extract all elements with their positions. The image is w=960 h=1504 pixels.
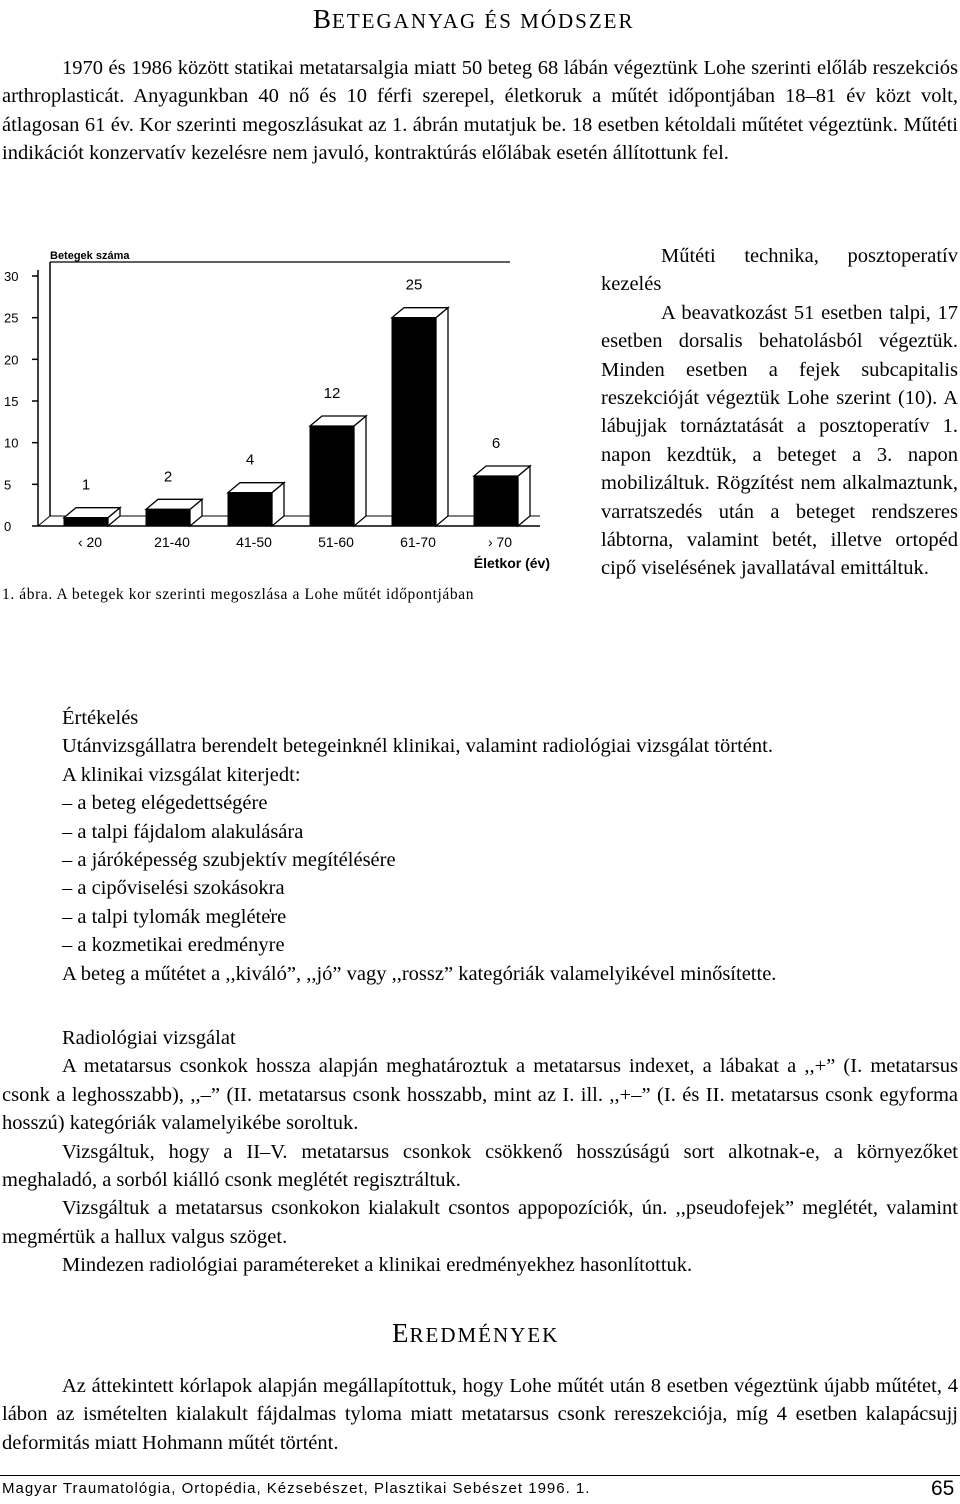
- bar: [310, 426, 354, 526]
- y-tick-label: 0: [4, 519, 12, 534]
- data-label: 12: [323, 385, 341, 402]
- journal-footer: Magyar Traumatológia, Ortopédia, Kézsebészet, Plasztikai Sebészet 1996. 1.: [2, 1480, 591, 1497]
- bar: [228, 493, 272, 526]
- evaluation-section: [2, 704, 958, 988]
- y-axis-label: Betegek száma: [50, 250, 130, 262]
- x-tick-label: 61-70: [400, 534, 436, 550]
- section-title-results: [392, 1318, 559, 1349]
- section-title-methods: [313, 4, 635, 35]
- bar-side: [354, 416, 366, 526]
- y-tick-label: 5: [4, 477, 12, 493]
- results-paragraph: Az áttekintett kórlapok alapján megállapítottuk, hogy Lohe műtét után 8 esetben végeztünk újabb műtétet, 4 lábon az ismételten kialakult fájdalmas tyloma miatt metatarsus csonk rereszekciója, míg 4 esetben kalapácsujj deformitás miatt Hohmann műtét történt.: [2, 1375, 958, 1454]
- list-item: – a beteg elégedettségére: [62, 792, 268, 815]
- evaluation-list-intro: A klinikai vizsgálat kiterjedt:: [62, 763, 301, 786]
- x-axis-label: Életkor (év): [473, 555, 550, 571]
- x-tick-label: 21-40: [154, 534, 190, 550]
- list-item: – a talpi tylomák megléte̍re: [62, 905, 287, 928]
- figure-caption: 1. ábra. A betegek kor szerinti megoszlása a Lohe műtét időpontjában: [2, 586, 475, 603]
- page-number: 65: [931, 1477, 955, 1500]
- footer-rule: [0, 1475, 960, 1476]
- data-label: 6: [491, 435, 501, 452]
- floor-corner-line: [38, 516, 50, 526]
- y-tick-label: 25: [4, 310, 19, 326]
- section-title-initial: B: [313, 4, 333, 34]
- bar: [146, 509, 190, 526]
- x-tick-label: › 70: [487, 534, 513, 550]
- radiology-section: [2, 1024, 958, 1280]
- section-title-rest: ETEGANYAG ÉS MÓDSZER: [332, 9, 635, 33]
- side-column: [601, 242, 958, 583]
- radiology-paragraph-3: Vizsgáltuk a metatarsus csonkokon kialakult csontos appopozíciók, ún. ,,pseudofejek” meglétét, valamint megmértük a hallux valgus szöget.: [2, 1197, 958, 1248]
- data-label: 25: [405, 276, 423, 294]
- side-paragraph: A beavatkozást 51 esetben talpi, 17 esetben dorsalis behatolásból végeztük. Minden esetben a fejek subcapitalis reszekcióját végeztük Lohe szerint (10). A lábujjak tornáztatását a posztoperatív 1. napon kezdtük, a beteget a 3. napon mobilizáltuk. Rögzítést nem alkalmaztunk, varratszedés után a beteget rendszeres lábtorna, valamint betét, illetve ortopéd cipő viselésének javallatával emittáltuk.: [601, 301, 958, 580]
- data-label: 4: [245, 451, 255, 469]
- radiology-paragraph-4: Mindezen radiológiai paramétereket a klinikai eredményekhez hasonlítottuk.: [62, 1254, 693, 1277]
- bar-side: [436, 308, 448, 526]
- y-tick-label: 20: [4, 352, 19, 368]
- data-label: 1: [81, 476, 91, 494]
- list-item: – a cipőviselési szokásokra: [62, 877, 285, 900]
- radiology-heading: Radiológiai vizsgálat: [62, 1027, 236, 1049]
- y-tick-label: 10: [4, 435, 19, 451]
- bar: [392, 318, 436, 526]
- radiology-paragraph-2: Vizsgáltuk, hogy a II–V. metatarsus csonkok csökkenő hosszúságú sort alkotnak-e, a környezőket meghaladó, a sorból kiálló csonk meglétét regisztráltuk.: [2, 1140, 958, 1192]
- methods-paragraph: 1970 és 1986 között statikai metatarsalgia miatt 50 beteg 68 lábán végeztünk Lohe szerinti előláb reszekciós arthroplasticát. Anyagunkban 40 nő és 10 férfi szerepel, életkoruk a műtét időpontjában 18–81 év közt volt, átlagosan 61 év. Kor szerinti megoszlásukat az 1. ábrán mutatjuk be. 18 esetben kétoldali műtétet végeztünk. Műtéti indikációt konzervatív kezelésre nem javuló, kontraktúrás előlábak esetén állítottunk fel.: [2, 57, 958, 165]
- list-item: – a járóképesség szubjektív megítélésére: [62, 849, 396, 872]
- radiology-paragraph-1: A metatarsus csonkok hossza alapján meghatároztuk a metatarsus indexet, a lábakat a ,,+” (I. metatarsus csonk a leghosszabb), ,,–” (II. metatarsus csonk hosszabb, mint az I. ill. ,,+–” (I. és II. metatarsus csonk egyforma hosszú) kategóriák valamelyikébe soroltuk.: [2, 1055, 958, 1135]
- list-item: – a talpi fájdalom alakulására: [62, 820, 304, 843]
- evaluation-heading: Értékelés: [62, 707, 139, 729]
- section-title-rest: REDMÉNYEK: [409, 1323, 560, 1347]
- y-tick-label: 15: [4, 394, 19, 409]
- list-item: – a kozmetikai eredményre: [62, 934, 285, 957]
- y-tick-label: 30: [4, 269, 19, 284]
- age-distribution-chart: [0, 242, 560, 578]
- bar: [474, 476, 518, 526]
- section-title-initial: E: [392, 1318, 410, 1348]
- data-label: 2: [163, 468, 173, 486]
- x-tick-label: 41-50: [236, 534, 272, 550]
- x-tick-label: ‹ 20: [77, 534, 103, 550]
- bar: [64, 518, 108, 526]
- evaluation-intro: Utánvizsgállatra berendelt betegeinknél klinikai, valamint radiológiai vizsgálat történt.: [62, 735, 773, 758]
- side-heading: Műtéti technika, posztoperatív kezelés: [601, 245, 958, 296]
- evaluation-closing: A beteg a műtétet a ,,kiváló”, ,,jó” vagy ,,rossz” kategóriák valamelyikével minősítette.: [62, 962, 777, 985]
- x-tick-label: 51-60: [318, 534, 354, 550]
